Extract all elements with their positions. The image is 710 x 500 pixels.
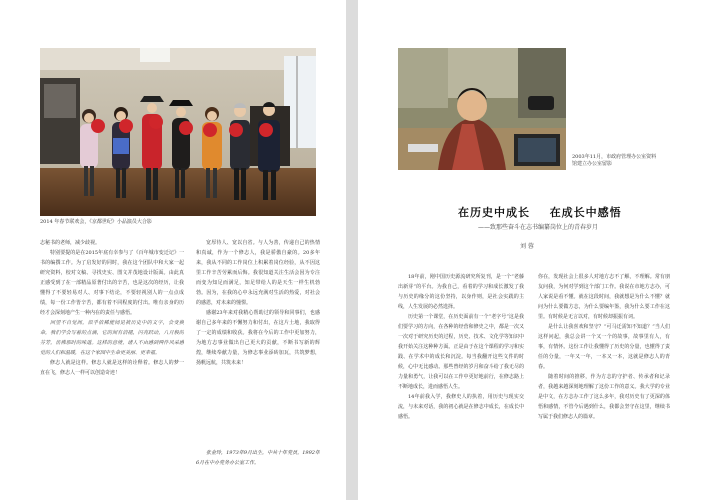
author-note — [196, 448, 320, 478]
paragraph: 14年前我入学，我修史人的执着，用历史与现实交流，与未来对话，我的初心就是在修志中成长，在成长中感悟。 — [398, 394, 524, 420]
page-gutter — [346, 0, 358, 500]
title-part-2: 在成长中感悟 — [549, 206, 622, 219]
paragraph: 是什么让我喜欢和坚守？“可马迁需知不知道？”当人们这样问起，我总会讲一个又一个的故事，故事里有人，有事，有情怀。这份工作让我懂得了历史的分量，也懂得了责任的分量，一年又一年，一本又一本，这就是修志人的青春。 — [538, 324, 670, 370]
paragraph: 你在，发现社会上很多人对地方志不了解，不理解。常有朋友问我，为何对学到这个部门工作。我说在市地方志办，可人家说是看不懂。就在这段时间，我就想是为什么不懂？就问为什么要做方志，为什么要编年鉴，我为什么要工作在这里。有时候是无言以对，有时候却振振有词。 — [538, 274, 670, 320]
group-photo — [40, 48, 316, 216]
paragraph: 宽厚待人、宽以自省。与人为善，传递自己的热情和真诚，作为一个修志人，我是骄傲自豪的。20多年来，我从不同的工作岗位上积累着岗位经验，从不因这里工作辛苦劳累而后悔。我很知道关注生活会因为专注而变为知足而满足，知足带给人的是天生一样生机勃勃。因为，在我的心中永远充满对生活的热爱，对社会的感恩，对未来的憧憬。 — [196, 240, 320, 306]
author-bio: 张金玲，1973年9月出生，中共十年党员，1992年6月在中办党务办公室工作。 — [196, 450, 320, 466]
title-part-1: 在历史中成长 — [458, 206, 530, 219]
paragraph: 感谢23年来对我精心帮助过的领导和同事们，也感谢自己多年来的不懈努力和付出，在这片土地，我取得了一定的成绩和收获。我将在今后的工作中更加努力，为地方志事业做出自己更大的贡献，不断书写新的辉煌，继续奉献力量，为修志事业添砖加瓦，共筑梦想，扬帆远航，共筑未来！ — [196, 310, 320, 366]
article-subtitle: ——致那些奋斗在志书编纂岗位上的青春岁月 — [478, 224, 599, 231]
right-page — [358, 0, 710, 500]
paragraph: 历史第一个课堂，在历史面前有一个“老字号”这是我们要学习的方向，在各种的经营和修史之中，都是一次又一次对于研究历史的过程，历史、技术、文化学等知识中我开始关注这种种方面。正是由于在这个课程的学习和实践、在学术中的成长和沉淀。每当我翻开这些文件的时候，心中无比感动。那些曾经的岁月和奋斗给了我无尽的力量和勇气，让我可以在工作中更好地前行，在修志路上不断地成长，进而感悟人生。 — [398, 314, 524, 390]
office-photo — [398, 48, 566, 170]
paragraph: 修志人就是这样。修志人就是这样的诠释着。修志人的梦一直在飞，修志人一样可以创造奇迹！ — [40, 360, 184, 376]
photo-caption: 2014 年春节联欢会，《京都世纪》小品演员大合影 — [40, 219, 152, 225]
photo-caption-text: 2003年11月，市政府管理办公室资料馆建立办公室留影 — [572, 154, 657, 167]
left-column-1 — [40, 238, 184, 478]
paragraph: 志秘书的老师，减少歧视。 — [40, 240, 101, 246]
article-author: 刘 蓉 — [520, 243, 534, 250]
paragraph: 18年前，刚中国历史源流研究所复刊，是一个“老藤出新芽”的平台。为我自己，看着的学习和成长激发了我与历史的缘分的这份坚持，以身作则，是社会实践的主线，人生发展的必然选择。 — [398, 274, 524, 310]
paragraph: 特别要提的是在2015年底有幸参与了《百年城市变迁记》一书的编撰工作。为了启发好的同时，我在这个团队中和大家一起研究资料，校对文稿、寻找史实、图文并茂地设计版面。由此真正感受到了在一部精品原著付出的辛苦，也是这次的经历，让我懂得了不要轻易对人、对事下结论，不要轻视别人的一点点成绩，每一份工作皆辛苦，都有着不同程度的付出。唯有亲身的历经才会深刻地产生一种内在的责任与感悟。 — [40, 250, 184, 316]
left-page — [0, 0, 346, 500]
paragraph: 随着时间的推移，作为方志的守护者、传承者和记录者，我越来越深刻地理解了这份工作的意义。我大学的专业是中文，在方志办工作了这么多年，我对历史有了更深的体悟和感情，不管今后遇到什么，我都会坚守在这里，继续书写属于我们修志人的篇章。 — [538, 374, 670, 420]
right-column-1 — [398, 272, 524, 482]
photo-caption — [572, 154, 660, 168]
left-column-2 — [196, 238, 320, 388]
article-title — [458, 204, 622, 220]
right-column-2 — [538, 272, 670, 482]
quote-paragraph: 回望不自觉间，似乎依稀能闻见被历史中的文字，会变换命，我们学会写着的点滴，它的间有消褪，闪亮跃动，八月般的芬芳，仿佛那时的味道。这样的意境，诸人不由感到两件风采感觉的人们和温暖，在这个家园中生命更美丽、更幸福。 — [40, 320, 184, 356]
